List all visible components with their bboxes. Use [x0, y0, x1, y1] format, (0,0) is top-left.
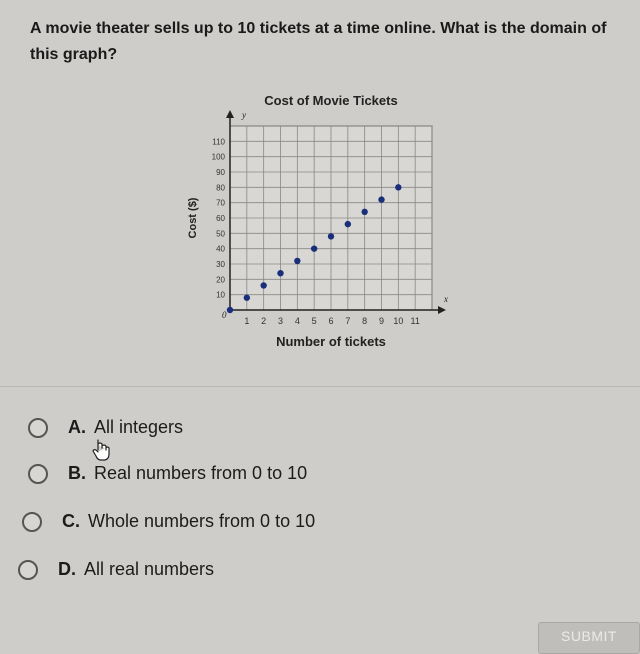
answer-letter-a: A.: [68, 417, 86, 437]
x-tick-label: 7: [345, 316, 351, 326]
y-axis-letter: y: [242, 110, 246, 120]
chart-title: Cost of Movie Tickets: [264, 93, 398, 108]
x-tick-label: 1: [244, 316, 250, 326]
y-tick-label: 60: [216, 214, 225, 223]
answer-text-d: All real numbers: [84, 559, 215, 579]
x-tick-label: 4: [294, 316, 300, 326]
x-tick-label: 9: [378, 316, 385, 326]
answer-option-a[interactable]: [28, 417, 183, 438]
answer-text-c: Whole numbers from 0 to 10: [88, 511, 316, 531]
x-tick-label: 5: [311, 316, 317, 326]
submit-button[interactable]: SUBMIT: [538, 622, 640, 654]
x-tick-label: 8: [362, 316, 368, 326]
answer-option-b[interactable]: [28, 463, 307, 484]
y-tick-label: 20: [216, 275, 225, 285]
y-tick-label: 90: [216, 168, 225, 177]
x-axis-letter: x: [444, 294, 448, 304]
radio-c[interactable]: [22, 512, 42, 532]
answer-option-d[interactable]: [18, 559, 214, 580]
radio-b[interactable]: [28, 464, 48, 484]
y-tick-label: 80: [216, 183, 225, 193]
x-tick-label: 6: [328, 316, 334, 326]
y-tick-label: 30: [216, 260, 225, 269]
x-tick-label: 10: [393, 316, 404, 326]
answer-text-a: All integers: [94, 417, 184, 437]
x-axis-label: Number of tickets: [276, 334, 386, 349]
radio-d[interactable]: [18, 560, 38, 580]
answer-text-b: Real numbers from 0 to 10: [94, 463, 308, 483]
x-tick-label: 11: [410, 316, 420, 326]
y-tick-label: 40: [216, 244, 225, 254]
y-tick-label: 50: [216, 229, 225, 239]
x-tick-label: 3: [277, 316, 284, 326]
origin-label: 0: [222, 310, 227, 320]
answer-option-c[interactable]: [22, 511, 315, 532]
hand-cursor-icon: [92, 438, 112, 462]
y-tick-label: 110: [212, 137, 225, 147]
answer-letter-b: B.: [68, 463, 86, 483]
y-tick-label: 70: [216, 198, 225, 208]
y-axis-label: Cost ($): [187, 197, 199, 239]
question-text: A movie theater sells up to 10 tickets at a time online. What is the domain of this graph?: [30, 20, 607, 63]
y-tick-label: 100: [211, 152, 225, 162]
radio-a[interactable]: [28, 418, 48, 438]
answer-letter-d: D.: [58, 559, 76, 579]
y-tick-label: 10: [216, 290, 225, 300]
x-tick-label: 2: [261, 316, 267, 326]
answer-letter-c: C.: [62, 511, 80, 531]
